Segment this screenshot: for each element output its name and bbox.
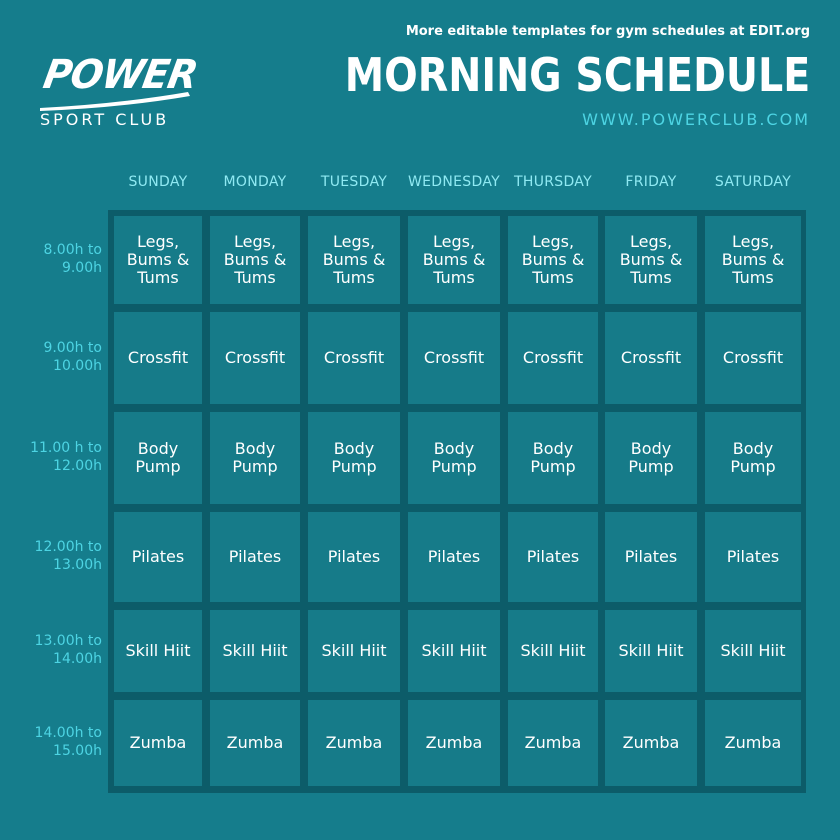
day-header-friday: FRIDAY — [625, 174, 677, 190]
day-header-monday: MONDAY — [223, 174, 287, 190]
class-name: Legs, Bums & Tums — [721, 232, 785, 287]
schedule-cell[interactable] — [408, 216, 500, 304]
schedule-cell[interactable] — [114, 216, 202, 304]
schedule-cell[interactable] — [308, 312, 400, 404]
schedule-cell[interactable] — [508, 610, 598, 692]
schedule-cell[interactable] — [605, 312, 697, 404]
class-name: Skill Hiit — [520, 641, 586, 660]
time-slot-line: 15.00h — [53, 743, 102, 759]
schedule-cell[interactable] — [210, 610, 300, 692]
page-title: MORNING SCHEDULE — [344, 48, 810, 102]
day-header-sunday: SUNDAY — [128, 174, 188, 190]
class-name: Pilates — [726, 547, 780, 566]
class-name: Body Pump — [628, 439, 674, 476]
promo-text: More editable templates for gym schedules at EDIT.org — [405, 24, 810, 39]
class-name: Crossfit — [127, 348, 189, 367]
schedule-cell[interactable] — [508, 312, 598, 404]
class-name: Pilates — [526, 547, 580, 566]
time-slot-line: 11.00 h to — [30, 440, 102, 456]
schedule-cell[interactable] — [408, 412, 500, 504]
time-slot-line: 13.00h — [53, 557, 102, 573]
class-name: Crossfit — [323, 348, 385, 367]
class-name: Pilates — [228, 547, 282, 566]
class-name: Zumba — [524, 733, 582, 752]
time-slot-line: 9.00h — [61, 260, 102, 276]
schedule-cell[interactable] — [210, 312, 300, 404]
schedule-cell[interactable] — [705, 700, 801, 786]
schedule-grid — [108, 210, 806, 793]
class-name: Crossfit — [522, 348, 584, 367]
schedule-cell[interactable] — [308, 700, 400, 786]
schedule-cell[interactable] — [408, 700, 500, 786]
class-name: Legs, Bums & Tums — [619, 232, 683, 287]
schedule-cell[interactable] — [705, 512, 801, 602]
time-slot-label — [14, 439, 102, 475]
time-slot-line: 14.00h — [53, 651, 102, 667]
schedule-cell[interactable] — [210, 512, 300, 602]
class-name: Zumba — [226, 733, 284, 752]
class-name: Legs, Bums & Tums — [223, 232, 287, 287]
class-name: Crossfit — [423, 348, 485, 367]
schedule-cell[interactable] — [114, 610, 202, 692]
class-name: Legs, Bums & Tums — [126, 232, 190, 287]
class-name: Crossfit — [722, 348, 784, 367]
time-slot-label — [14, 241, 102, 277]
schedule-cell[interactable] — [605, 610, 697, 692]
time-slot-line: 9.00h to — [43, 340, 102, 356]
time-slot-line: 10.00h — [53, 358, 102, 374]
class-name: Body Pump — [530, 439, 576, 476]
time-slot-label — [14, 339, 102, 375]
schedule-cell[interactable] — [508, 412, 598, 504]
schedule-cell[interactable] — [705, 216, 801, 304]
schedule-cell[interactable] — [605, 700, 697, 786]
class-name: Zumba — [425, 733, 483, 752]
time-slot-label — [14, 632, 102, 668]
schedule-cell[interactable] — [114, 700, 202, 786]
class-name: Pilates — [427, 547, 481, 566]
schedule-cell[interactable] — [408, 610, 500, 692]
logo-subtitle: SPORT CLUB — [40, 110, 170, 129]
class-name: Legs, Bums & Tums — [422, 232, 486, 287]
class-name: Crossfit — [224, 348, 286, 367]
logo-swoosh-icon — [38, 92, 198, 112]
schedule-cell[interactable] — [408, 312, 500, 404]
schedule-cell[interactable] — [308, 412, 400, 504]
class-name: Body Pump — [730, 439, 776, 476]
schedule-cell[interactable] — [508, 216, 598, 304]
class-name: Pilates — [327, 547, 381, 566]
schedule-cell[interactable] — [508, 700, 598, 786]
schedule-cell[interactable] — [408, 512, 500, 602]
schedule-cell[interactable] — [508, 512, 598, 602]
schedule-cell[interactable] — [210, 216, 300, 304]
class-name: Skill Hiit — [321, 641, 387, 660]
logo-wordmark: POWER — [39, 52, 201, 98]
time-slot-line: 8.00h to — [43, 242, 102, 258]
class-name: Skill Hiit — [421, 641, 487, 660]
schedule-cell[interactable] — [308, 216, 400, 304]
schedule-cell[interactable] — [705, 610, 801, 692]
time-slot-line: 12.00h to — [34, 539, 102, 555]
class-name: Skill Hiit — [720, 641, 786, 660]
schedule-cell[interactable] — [605, 512, 697, 602]
schedule-cell[interactable] — [114, 312, 202, 404]
schedule-cell[interactable] — [705, 312, 801, 404]
class-name: Body Pump — [431, 439, 477, 476]
class-name: Zumba — [325, 733, 383, 752]
schedule-cell[interactable] — [114, 412, 202, 504]
website-url[interactable]: WWW.POWERCLUB.COM — [582, 110, 810, 129]
time-slot-label — [14, 538, 102, 574]
class-name: Skill Hiit — [125, 641, 191, 660]
club-logo — [38, 52, 201, 134]
class-name: Legs, Bums & Tums — [322, 232, 386, 287]
day-header-tuesday: TUESDAY — [320, 174, 388, 190]
schedule-cell[interactable] — [605, 216, 697, 304]
class-name: Legs, Bums & Tums — [521, 232, 585, 287]
time-slot-line: 14.00h to — [34, 725, 102, 741]
schedule-cell[interactable] — [308, 610, 400, 692]
class-name: Body Pump — [331, 439, 377, 476]
day-header-wednesday: WEDNESDAY — [408, 174, 500, 190]
time-slot-label — [14, 724, 102, 760]
class-name: Skill Hiit — [618, 641, 684, 660]
class-name: Pilates — [131, 547, 185, 566]
class-name: Body Pump — [232, 439, 278, 476]
schedule-cell[interactable] — [308, 512, 400, 602]
class-name: Pilates — [624, 547, 678, 566]
day-header-saturday: SATURDAY — [714, 174, 792, 190]
schedule-cell[interactable] — [705, 412, 801, 504]
time-slot-line: 12.00h — [53, 458, 102, 474]
schedule-cell[interactable] — [114, 512, 202, 602]
class-name: Crossfit — [620, 348, 682, 367]
schedule-cell[interactable] — [605, 412, 697, 504]
schedule-cell[interactable] — [210, 700, 300, 786]
schedule-cell[interactable] — [210, 412, 300, 504]
class-name: Zumba — [129, 733, 187, 752]
class-name: Zumba — [724, 733, 782, 752]
class-name: Zumba — [622, 733, 680, 752]
time-slot-line: 13.00h to — [34, 633, 102, 649]
class-name: Skill Hiit — [222, 641, 288, 660]
class-name: Body Pump — [135, 439, 181, 476]
day-header-thursday: THURSDAY — [514, 174, 592, 190]
